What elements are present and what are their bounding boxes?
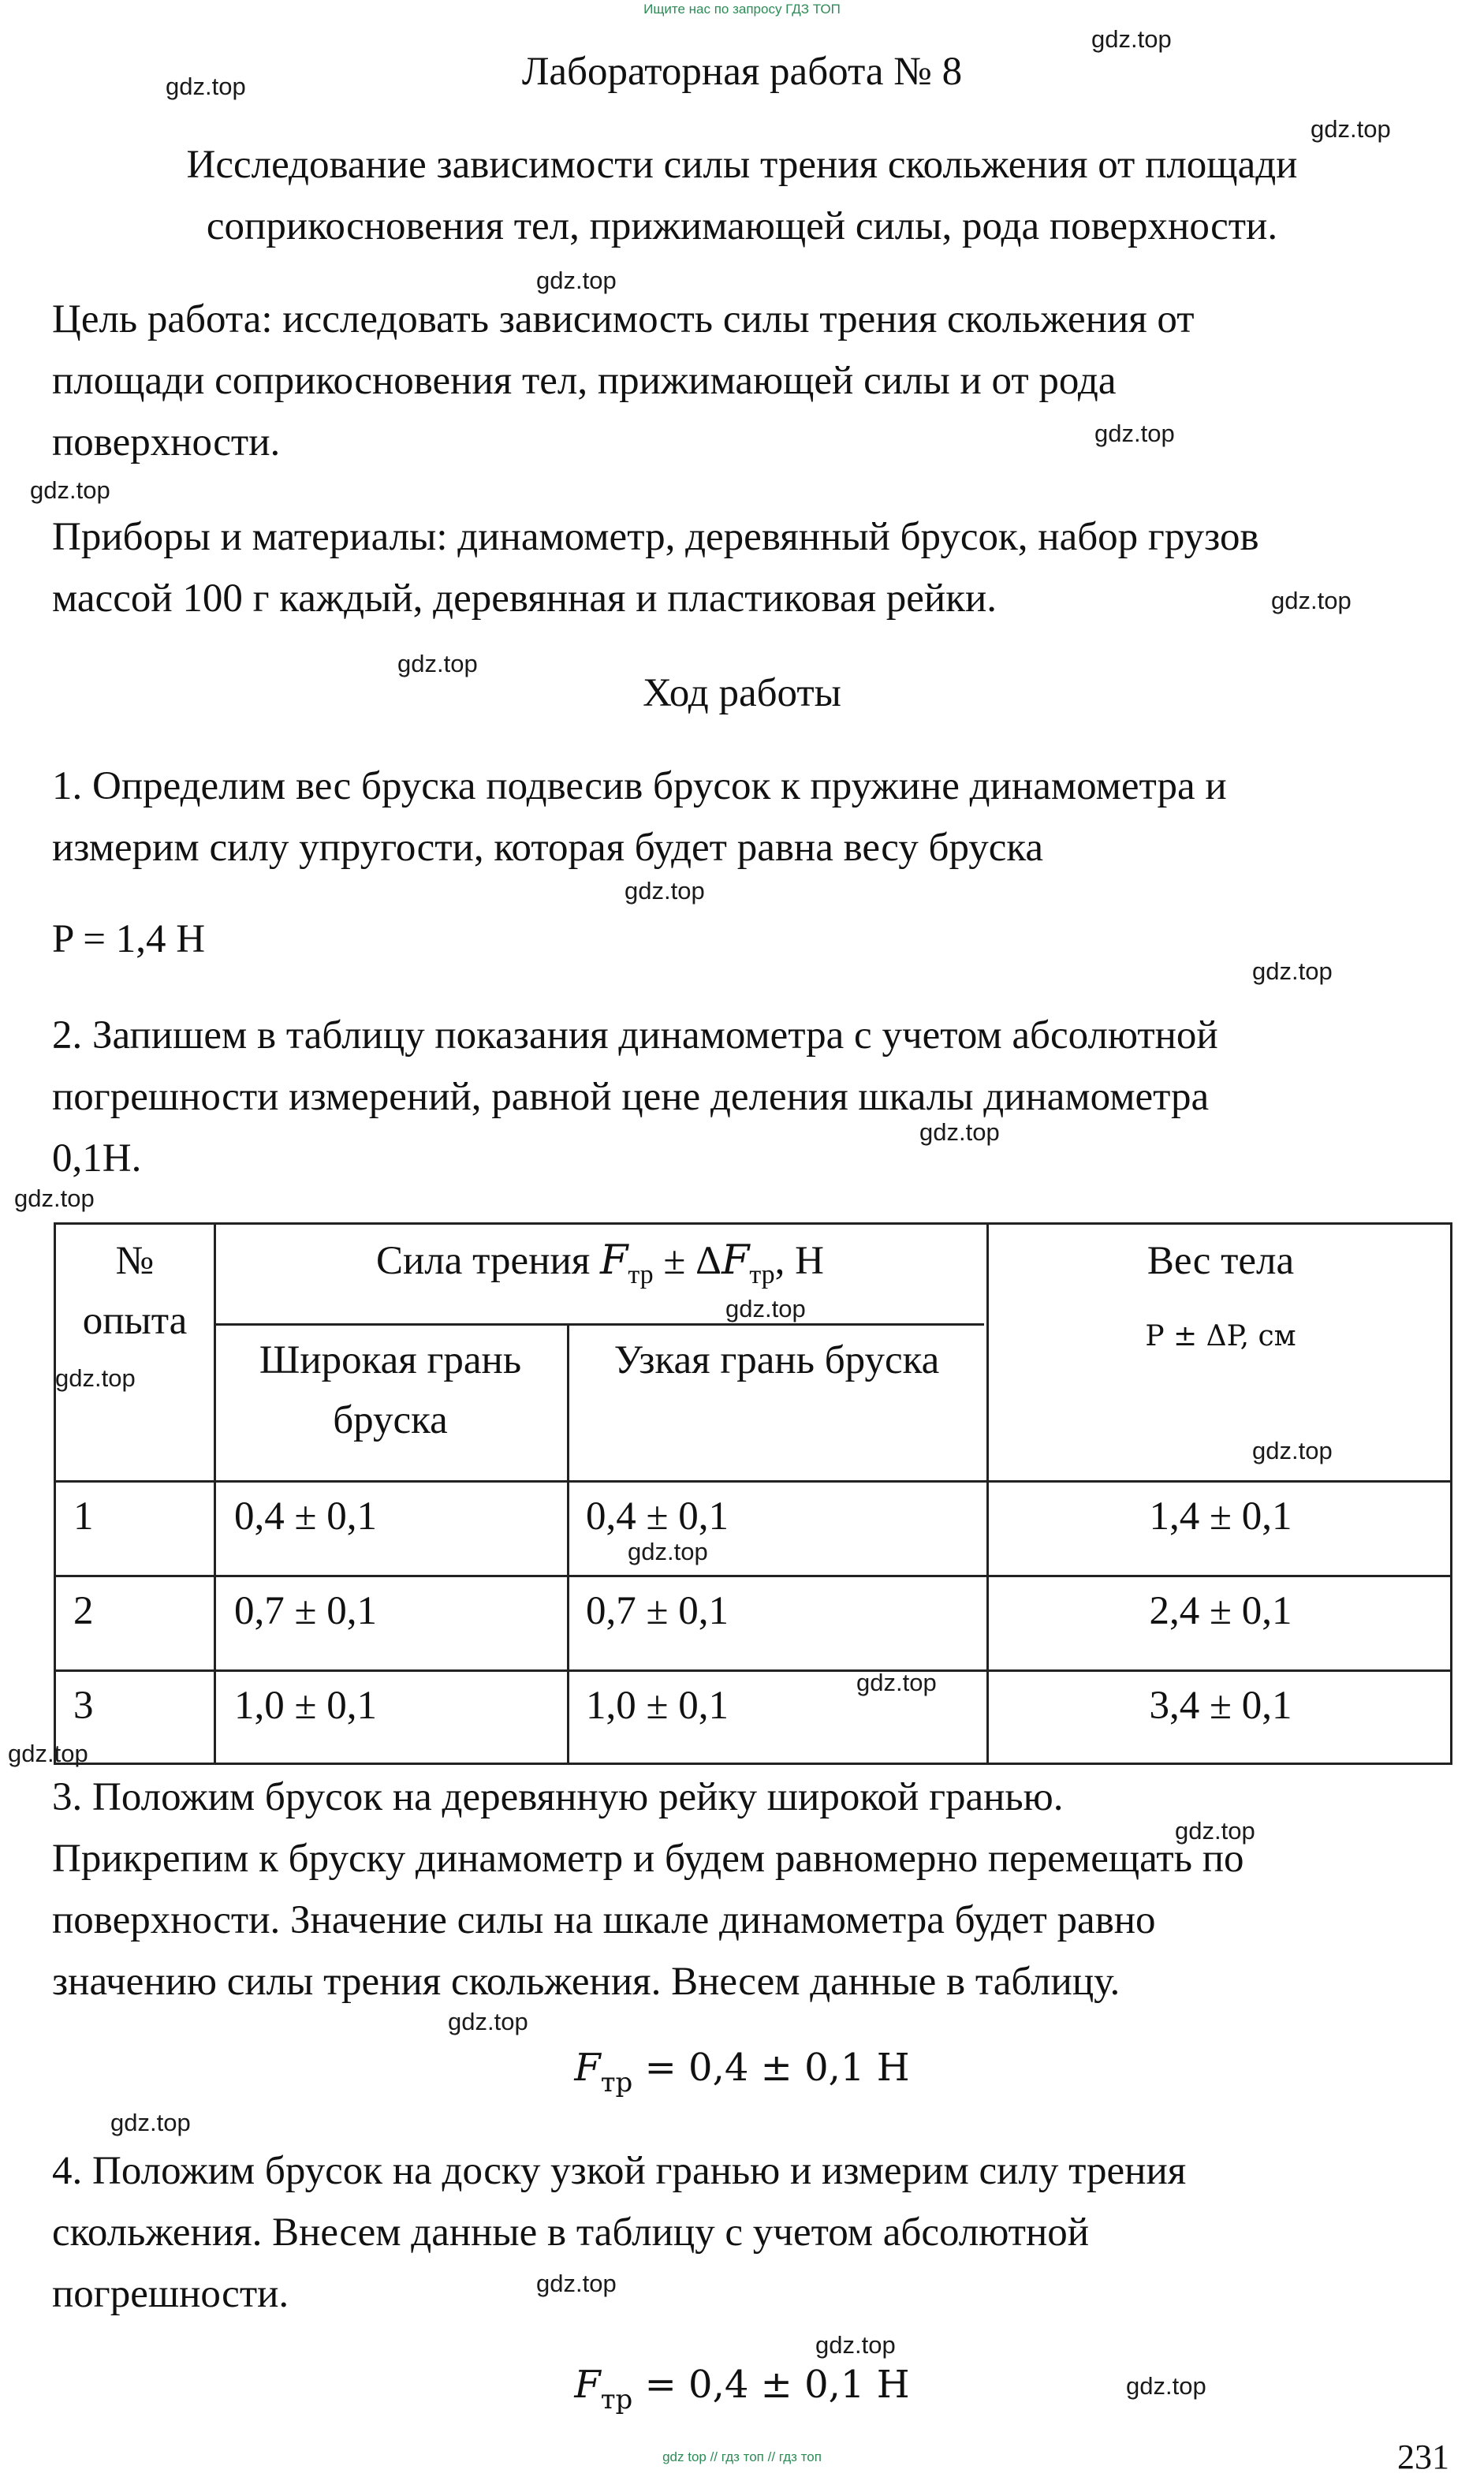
watermark: gdz.top bbox=[30, 476, 110, 504]
row-2-wide: 0,7 ± 0,1 bbox=[234, 1589, 377, 1633]
row-3-wide: 1,0 ± 0,1 bbox=[234, 1684, 377, 1728]
table-divider bbox=[56, 1480, 1450, 1483]
watermark: gdz.top bbox=[625, 877, 705, 905]
watermark: gdz.top bbox=[397, 650, 478, 677]
header-wide-line-1: Широкая грань bbox=[259, 1338, 522, 1382]
step-3-line-2: Прикрепим к бруску динамометр и будем равномерно перемещать по bbox=[52, 1837, 1244, 1881]
header-friction-subscript: тр bbox=[628, 1260, 654, 1289]
page-title: Лабораторная работа № 8 bbox=[521, 50, 963, 94]
step-4-line-3: погрешности. bbox=[52, 2272, 289, 2316]
row-1-wide: 0,4 ± 0,1 bbox=[234, 1494, 377, 1539]
watermark: gdz.top bbox=[856, 1669, 937, 1696]
equipment-line-1: Приборы и материалы: динамометр, деревянный брусок, набор грузов bbox=[52, 515, 1259, 559]
formula-2-symbol: F bbox=[574, 2363, 601, 2407]
watermark: gdz.top bbox=[919, 1118, 1000, 1146]
table-divider bbox=[214, 1225, 216, 1763]
watermark: gdz.top bbox=[166, 73, 246, 100]
page-number: 231 bbox=[1397, 2438, 1449, 2476]
step-3-line-3: поверхности. Значение силы на шкале динамометра будет равно bbox=[52, 1898, 1156, 1942]
procedure-heading: Ход работы bbox=[643, 671, 841, 715]
header-friction-symbol: F bbox=[600, 1237, 628, 1284]
formula-1-symbol: F bbox=[574, 2046, 601, 2090]
watermark: gdz.top bbox=[110, 2109, 191, 2136]
watermark: gdz.top bbox=[1252, 957, 1333, 985]
step-2-line-1: 2. Запишем в таблицу показания динамометра с учетом абсолютной bbox=[52, 1013, 1218, 1058]
step-2-line-2: погрешности измерений, равной цене деления шкалы динамометра bbox=[52, 1075, 1210, 1119]
watermark: gdz.top bbox=[8, 1740, 88, 1767]
table-divider bbox=[56, 1669, 1450, 1672]
watermark: gdz.top bbox=[628, 1538, 708, 1565]
formula-2 bbox=[0, 2363, 1484, 2415]
formula-1-value: = 0,4 ± 0,1 H bbox=[632, 2046, 910, 2090]
top-search-link[interactable]: Ищите нас по запросу ГДЗ ТОП bbox=[643, 2, 841, 17]
formula-1 bbox=[0, 2046, 1484, 2098]
table-divider bbox=[567, 1326, 569, 1763]
header-num-line-2: опыта bbox=[82, 1299, 188, 1343]
goal-line-3: поверхности. bbox=[52, 420, 281, 464]
watermark: gdz.top bbox=[1175, 1817, 1255, 1845]
watermark: gdz.top bbox=[1094, 420, 1175, 447]
equipment-line-2: массой 100 г каждый, деревянная и пластиковая рейки. bbox=[52, 576, 997, 621]
step-2-line-3: 0,1H. bbox=[52, 1136, 142, 1181]
table-divider bbox=[56, 1575, 1450, 1577]
watermark: gdz.top bbox=[1271, 587, 1352, 614]
goal-line-2: площади соприкосновения тел, прижимающей силы и от рода bbox=[52, 359, 1117, 403]
header-friction-label: Сила трения bbox=[376, 1239, 600, 1283]
header-friction bbox=[214, 1231, 986, 1305]
subtitle-line-2: соприкосновения тел, прижимающей силы, рода поверхности. bbox=[206, 204, 1278, 248]
row-1-narrow: 0,4 ± 0,1 bbox=[586, 1494, 729, 1539]
step-4-line-1: 4. Положим брусок на доску узкой гранью и измерим силу трения bbox=[52, 2149, 1187, 2193]
header-friction-pm: ± Δ bbox=[653, 1239, 721, 1283]
step-4-line-2: скольжения. Внесем данные в таблицу с учетом абсолютной bbox=[52, 2210, 1090, 2255]
step-1-line-1: 1. Определим вес бруска подвесив брусок к пружине динамометра и bbox=[52, 764, 1227, 808]
formula-2-subscript: тр bbox=[600, 2384, 633, 2415]
watermark: gdz.top bbox=[725, 1295, 806, 1322]
watermark: gdz.top bbox=[1311, 115, 1391, 143]
watermark: gdz.top bbox=[815, 2331, 896, 2359]
watermark: gdz.top bbox=[536, 267, 617, 294]
row-3-narrow: 1,0 ± 0,1 bbox=[586, 1684, 729, 1728]
watermark: gdz.top bbox=[536, 2270, 617, 2297]
formula-2-value: = 0,4 ± 0,1 H bbox=[632, 2363, 910, 2407]
formula-1-subscript: тр bbox=[600, 2067, 633, 2098]
header-weight-sub: P ± ΔP, см bbox=[1145, 1320, 1296, 1352]
row-3-num: 3 bbox=[73, 1684, 94, 1728]
row-2-weight: 2,4 ± 0,1 bbox=[1149, 1589, 1292, 1633]
watermark: gdz.top bbox=[1126, 2372, 1206, 2400]
footer-links[interactable]: gdz top // гдз топ // гдз топ bbox=[662, 2449, 822, 2464]
row-2-narrow: 0,7 ± 0,1 bbox=[586, 1589, 729, 1633]
header-friction-symbol-2: F bbox=[721, 1237, 750, 1284]
watermark: gdz.top bbox=[55, 1364, 136, 1392]
row-3-weight: 3,4 ± 0,1 bbox=[1149, 1684, 1292, 1728]
watermark: gdz.top bbox=[448, 2008, 528, 2035]
header-wide-line-2: бруска bbox=[333, 1398, 448, 1442]
watermark: gdz.top bbox=[1252, 1437, 1333, 1464]
weight-value: P = 1,4 H bbox=[52, 917, 206, 961]
header-narrow: Узкая грань бруска bbox=[613, 1338, 940, 1382]
row-2-num: 2 bbox=[73, 1589, 94, 1633]
row-1-weight: 1,4 ± 0,1 bbox=[1149, 1494, 1292, 1539]
subtitle-line-1: Исследование зависимости силы трения скольжения от площади bbox=[186, 143, 1298, 187]
step-1-line-2: измерим силу упругости, которая будет равна весу бруска bbox=[52, 826, 1044, 870]
header-friction-unit: , H bbox=[774, 1239, 824, 1283]
table-divider bbox=[214, 1323, 984, 1326]
goal-line-1: Цель работа: исследовать зависимость силы трения скольжения от bbox=[52, 297, 1195, 341]
header-weight: Вес тела bbox=[1147, 1239, 1295, 1283]
step-3-line-4: значению силы трения скольжения. Внесем данные в таблицу. bbox=[52, 1960, 1120, 2004]
watermark: gdz.top bbox=[1091, 25, 1172, 53]
step-3-line-1: 3. Положим брусок на деревянную рейку широкой гранью. bbox=[52, 1775, 1064, 1819]
header-friction-subscript-2: тр bbox=[749, 1260, 775, 1289]
watermark: gdz.top bbox=[14, 1184, 95, 1212]
row-1-num: 1 bbox=[73, 1494, 94, 1539]
header-num-line-1: № bbox=[115, 1239, 155, 1283]
